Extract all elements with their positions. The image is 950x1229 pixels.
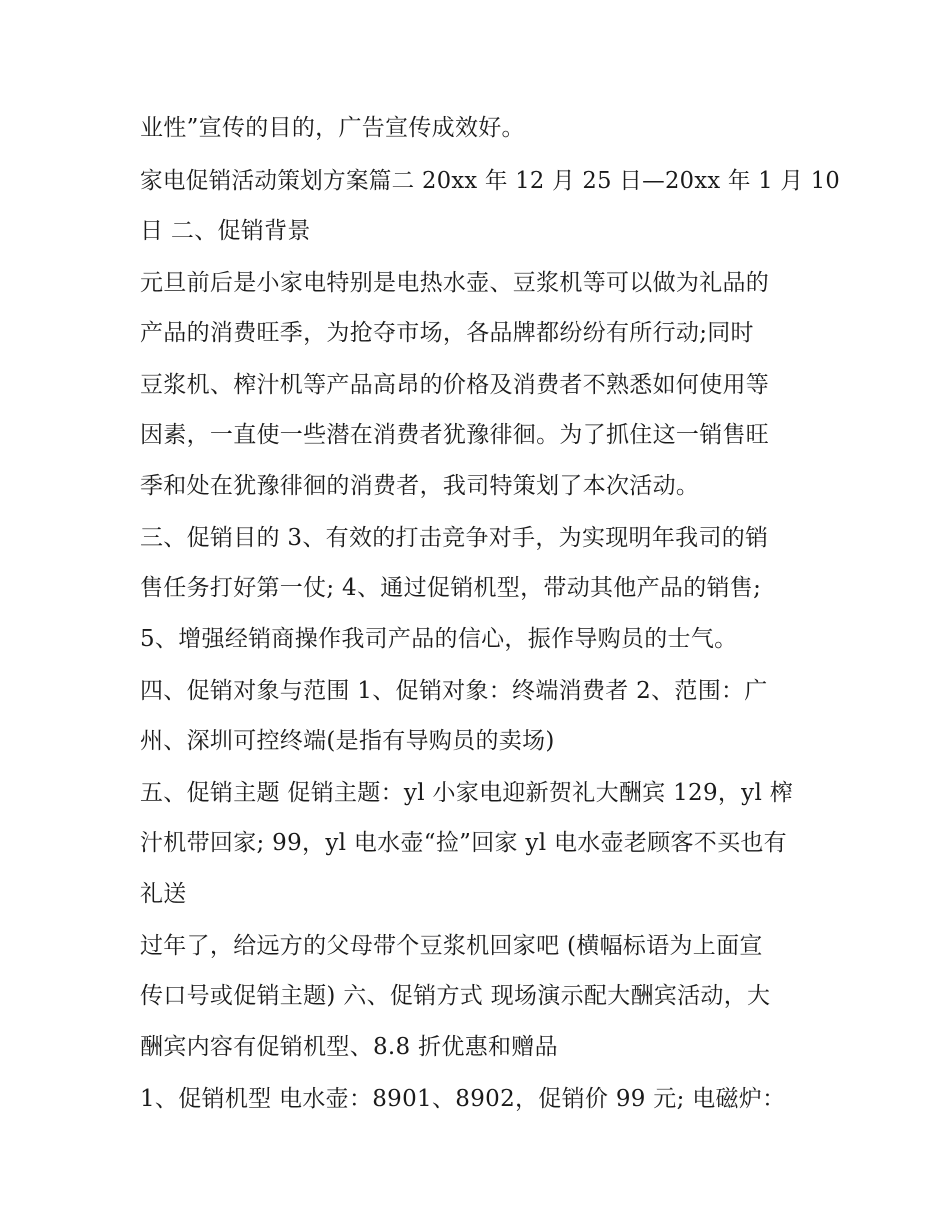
text-line: 日 二、促销背景: [140, 218, 311, 244]
text-line: 5、增强经销商操作我司产品的信心，振作导购员的士气。: [140, 626, 738, 652]
text-line: 因素，一直使一些潜在消费者犹豫徘徊。为了抓住这一销售旺: [140, 422, 770, 448]
text-line: 州、深圳可控终端(是指有导购员的卖场): [140, 728, 555, 754]
text-line: 三、促销目的 3、有效的打击竞争对手，为实现明年我司的销: [140, 525, 769, 551]
text-line: 传口号或促销主题) 六、促销方式 现场演示配大酬宾活动，大: [140, 983, 771, 1009]
text-line: 礼送: [140, 881, 187, 907]
text-line: 售任务打好第一仗; 4、通过促销机型，带动其他产品的销售;: [140, 575, 762, 601]
text-line: 豆浆机、榨汁机等产品高昂的价格及消费者不熟悉如何使用等: [140, 372, 770, 398]
text-line: 四、促销对象与范围 1、促销对象：终端消费者 2、范围：广: [140, 678, 768, 704]
text-line: 季和处在犹豫徘徊的消费者，我司特策划了本次活动。: [140, 473, 700, 499]
text-line: 家电促销活动策划方案篇二 20xx 年 12 月 25 日—20xx 年 1 月 10: [140, 168, 841, 194]
text-line: 1、促销机型 电水壶：8901、8902，促销价 99 元; 电磁炉：: [140, 1086, 786, 1112]
text-line: 过年了，给远方的父母带个豆浆机回家吧 (横幅标语为上面宣: [140, 933, 763, 959]
text-line: 汁机带回家; 99，yl 电水壶“捡”回家 yl 电水壶老顾客不买也有: [140, 830, 787, 856]
text-line: 元旦前后是小家电特别是电热水壶、豆浆机等可以做为礼品的: [140, 270, 770, 296]
text-line: 酬宾内容有促销机型、8.8 折优惠和赠品: [140, 1034, 558, 1060]
text-line: 产品的消费旺季，为抢夺市场，各品牌都纷纷有所行动;同时: [140, 320, 754, 346]
text-line: 业性”宣传的目的，广告宣传成效好。: [140, 115, 525, 141]
text-line: 五、促销主题 促销主题：yl 小家电迎新贺礼大酬宾 129，yl 榨: [140, 780, 794, 806]
